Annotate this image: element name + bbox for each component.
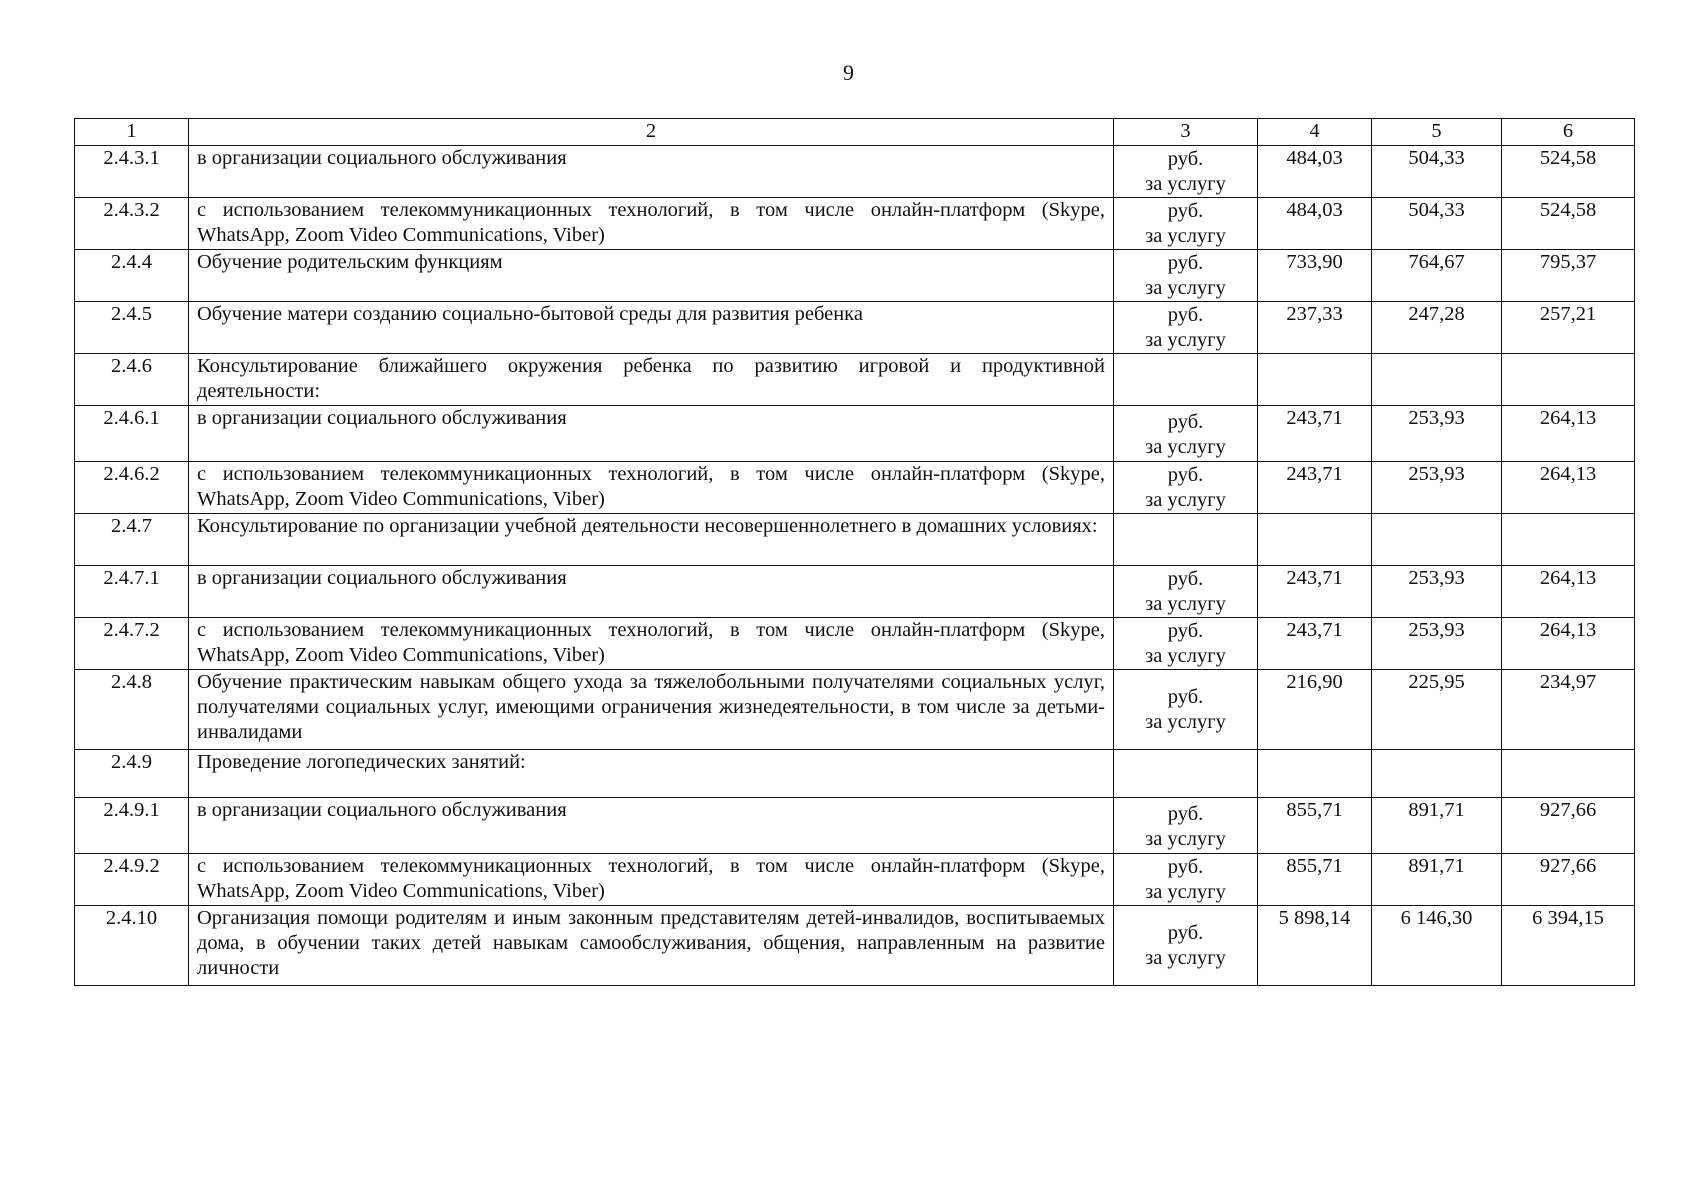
table-row [75,146,1635,198]
table-row [75,302,1635,354]
row-unit [1114,354,1258,406]
row-service-name: в организации социального обслуживания [189,406,1114,462]
row-unit [1114,854,1258,906]
row-code: 2.4.9.1 [75,798,189,854]
row-unit [1114,798,1258,854]
row-value-col4 [1258,354,1372,406]
row-service-name: Обучение матери созданию социально-бытовой среды для развития ребенка [189,302,1114,354]
column-header: 6 [1502,119,1635,146]
unit-line: руб. [1167,620,1204,642]
unit-line: руб. [1167,304,1204,326]
unit-line: руб. [1167,464,1204,486]
row-code: 2.4.7.1 [75,566,189,618]
unit-line: руб. [1167,200,1204,222]
row-value-col5: 225,95 [1372,670,1502,750]
row-value-col4: 5 898,14 [1258,906,1372,986]
row-service-name: Обучение практическим навыкам общего ухода за тяжелобольными получателями социальных услуг, получателями социальных услуг, имеющими ограничения жизнедеятельности, в том числе за детьми-инвалидами [189,670,1114,750]
row-unit [1114,146,1258,198]
row-value-col4: 243,71 [1258,462,1372,514]
row-unit [1114,514,1258,566]
row-code: 2.4.3.2 [75,198,189,250]
unit-line: за услугу [1145,881,1226,903]
unit-line: руб. [1167,856,1204,878]
unit-line: за услугу [1145,173,1226,195]
row-code: 2.4.10 [75,906,189,986]
row-code: 2.4.3.1 [75,146,189,198]
row-service-name: Консультирование ближайшего окружения ребенка по развитию игровой и продуктивной деятельности: [189,354,1114,406]
row-code: 2.4.6 [75,354,189,406]
row-service-name: в организации социального обслуживания [189,798,1114,854]
row-value-col4: 855,71 [1258,854,1372,906]
row-value-col6: 234,97 [1502,670,1635,750]
unit-line: за услугу [1145,225,1226,247]
unit-line: руб. [1167,568,1204,590]
table-row [75,566,1635,618]
row-service-name: Организация помощи родителям и иным законным представителям детей-инвалидов, воспитываемых дома, в обучении таких детей навыкам самообслуживания, общения, направленным на развитие личности [189,906,1114,986]
row-value-col4: 216,90 [1258,670,1372,750]
row-value-col5: 253,93 [1372,618,1502,670]
unit-line: за услугу [1145,828,1226,850]
table-row [75,514,1635,566]
unit-line: за услугу [1145,489,1226,511]
row-value-col4: 733,90 [1258,250,1372,302]
table-row [75,854,1635,906]
row-value-col6 [1502,354,1635,406]
row-value-col4: 855,71 [1258,798,1372,854]
column-header: 1 [75,119,189,146]
row-value-col5: 891,71 [1372,854,1502,906]
page-number: 9 [843,60,854,85]
row-service-name: Консультирование по организации учебной деятельности несовершеннолетнего в домашних условиях: [189,514,1114,566]
table-row [75,618,1635,670]
unit-line: руб. [1167,685,1204,708]
row-code: 2.4.7 [75,514,189,566]
row-code: 2.4.9.2 [75,854,189,906]
row-code: 2.4.8 [75,670,189,750]
row-value-col6: 264,13 [1502,406,1635,462]
unit-line: за услугу [1145,329,1226,351]
row-service-name: в организации социального обслуживания [189,146,1114,198]
row-value-col5: 247,28 [1372,302,1502,354]
row-value-col6: 264,13 [1502,618,1635,670]
row-service-name: в организации социального обслуживания [189,566,1114,618]
row-unit [1114,566,1258,618]
row-value-col4 [1258,750,1372,798]
row-value-col5: 253,93 [1372,566,1502,618]
row-value-col5: 764,67 [1372,250,1502,302]
table-header-row [75,119,1635,146]
row-value-col5 [1372,514,1502,566]
table-row [75,198,1635,250]
row-value-col6: 6 394,15 [1502,906,1635,986]
table-row [75,354,1635,406]
unit-line: за услугу [1145,277,1226,299]
row-value-col6: 264,13 [1502,566,1635,618]
row-value-col5: 253,93 [1372,406,1502,462]
row-value-col6: 795,37 [1502,250,1635,302]
unit-line: за услугу [1145,710,1226,733]
column-header: 2 [189,119,1114,146]
unit-line: руб. [1167,252,1204,274]
row-value-col4: 237,33 [1258,302,1372,354]
row-unit [1114,670,1258,750]
row-unit [1114,250,1258,302]
row-service-name: с использованием телекоммуникационных технологий, в том числе онлайн-платформ (Skype, WhatsApp, Zoom Video Communications, Viber) [189,854,1114,906]
row-unit [1114,302,1258,354]
row-value-col4: 243,71 [1258,406,1372,462]
table-row [75,462,1635,514]
row-code: 2.4.6.2 [75,462,189,514]
unit-line: руб. [1167,803,1204,825]
column-header: 4 [1258,119,1372,146]
row-value-col5: 6 146,30 [1372,906,1502,986]
row-service-name: с использованием телекоммуникационных технологий, в том числе онлайн-платформ (Skype, WhatsApp, Zoom Video Communications, Viber) [189,462,1114,514]
row-service-name: Обучение родительским функциям [189,250,1114,302]
row-value-col5 [1372,750,1502,798]
unit-line: руб. [1167,148,1204,170]
column-header: 3 [1114,119,1258,146]
unit-line: руб. [1167,921,1204,944]
unit-line: руб. [1167,411,1204,433]
row-value-col4: 484,03 [1258,198,1372,250]
row-code: 2.4.9 [75,750,189,798]
row-value-col6 [1502,750,1635,798]
row-value-col6: 927,66 [1502,854,1635,906]
row-value-col6 [1502,514,1635,566]
row-value-col5: 504,33 [1372,198,1502,250]
table-row [75,750,1635,798]
row-value-col6: 524,58 [1502,198,1635,250]
row-value-col5: 891,71 [1372,798,1502,854]
row-value-col5 [1372,354,1502,406]
unit-line: за услугу [1145,645,1226,667]
row-value-col6: 257,21 [1502,302,1635,354]
tariff-table [74,118,1635,986]
table-row [75,670,1635,750]
row-value-col6: 524,58 [1502,146,1635,198]
row-unit [1114,406,1258,462]
row-value-col5: 253,93 [1372,462,1502,514]
row-unit [1114,198,1258,250]
table-row [75,406,1635,462]
row-service-name: с использованием телекоммуникационных технологий, в том числе онлайн-платформ (Skype, WhatsApp, Zoom Video Communications, Viber) [189,198,1114,250]
row-unit [1114,462,1258,514]
row-service-name: с использованием телекоммуникационных технологий, в том числе онлайн-платформ (Skype, WhatsApp, Zoom Video Communications, Viber) [189,618,1114,670]
row-value-col6: 927,66 [1502,798,1635,854]
row-value-col6: 264,13 [1502,462,1635,514]
row-value-col4: 484,03 [1258,146,1372,198]
column-header: 5 [1372,119,1502,146]
table-row [75,906,1635,986]
row-unit [1114,750,1258,798]
row-code: 2.4.7.2 [75,618,189,670]
row-value-col4: 243,71 [1258,618,1372,670]
unit-line: за услугу [1145,436,1226,458]
row-value-col5: 504,33 [1372,146,1502,198]
unit-line: за услугу [1145,946,1226,969]
row-service-name: Проведение логопедических занятий: [189,750,1114,798]
table-row [75,798,1635,854]
row-unit [1114,618,1258,670]
row-code: 2.4.5 [75,302,189,354]
row-code: 2.4.6.1 [75,406,189,462]
row-unit [1114,906,1258,986]
row-code: 2.4.4 [75,250,189,302]
table-row [75,250,1635,302]
unit-line: за услугу [1145,593,1226,615]
row-value-col4 [1258,514,1372,566]
row-value-col4: 243,71 [1258,566,1372,618]
